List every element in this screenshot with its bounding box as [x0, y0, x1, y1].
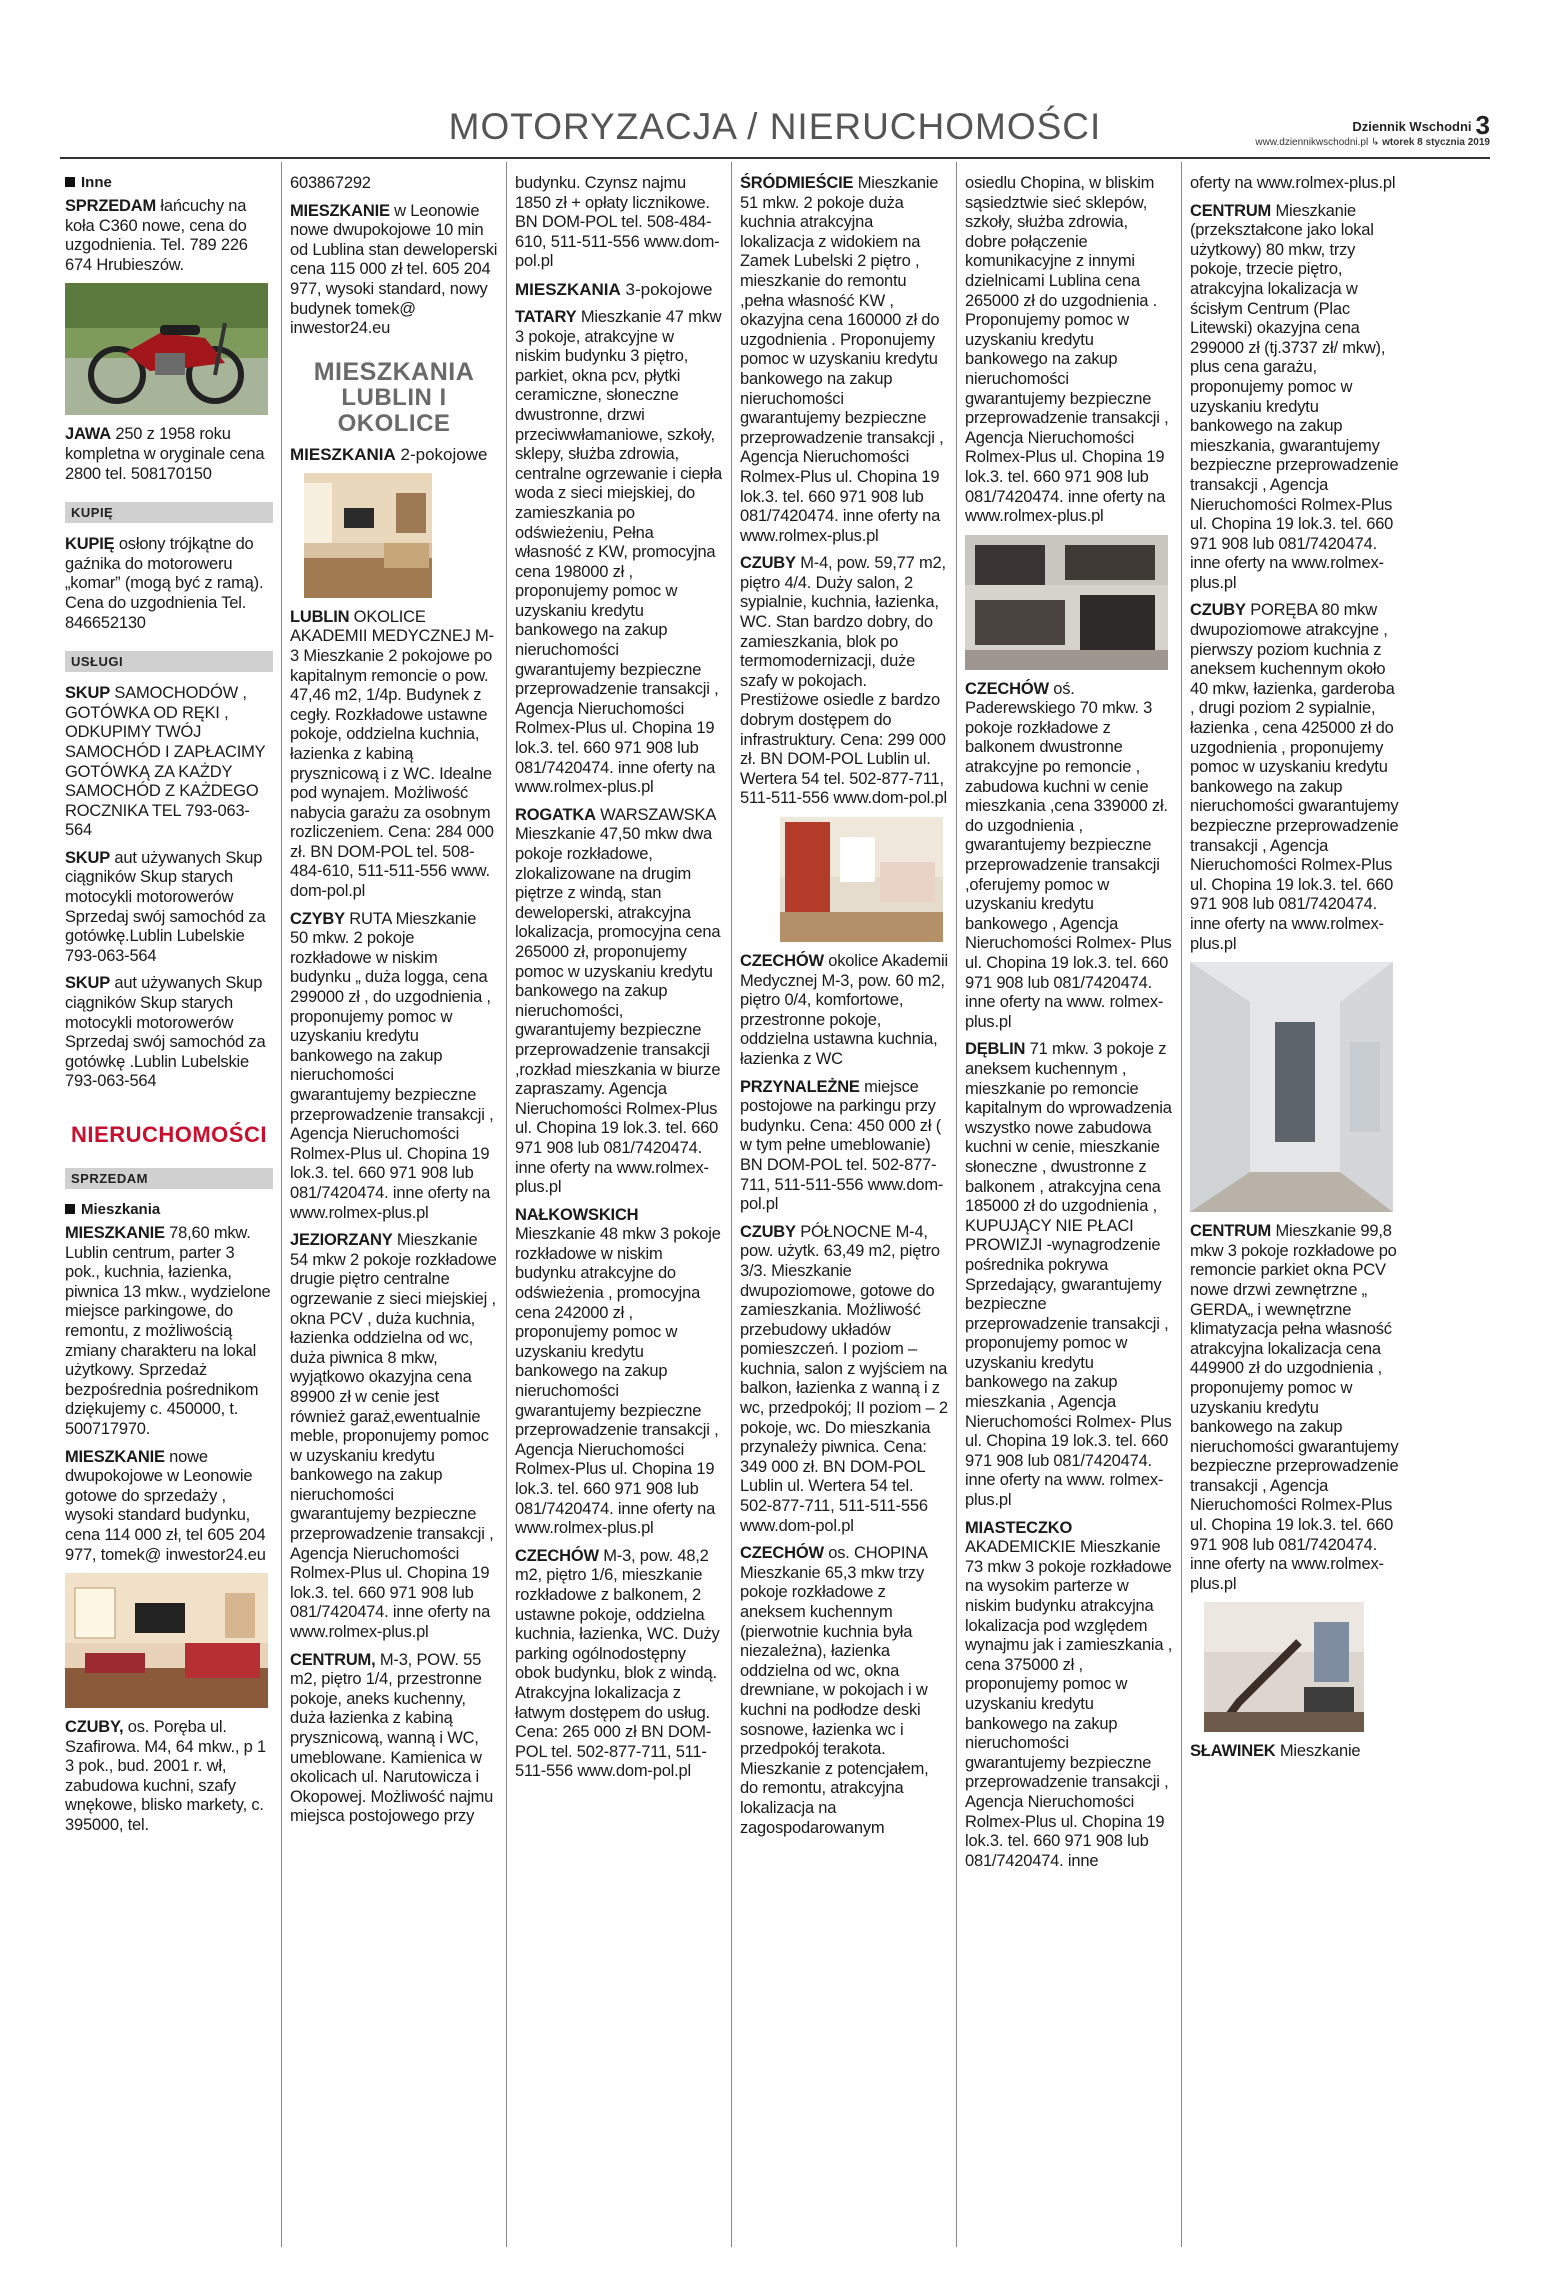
- classified-ad: 603867292: [290, 174, 371, 192]
- classified-ad: CENTRUM Mieszkanie 99,8 mkw 3 pokoje rozkładowe po remoncie parkiet okna PCV nowe drzwi zewnętrzne „ GERDA„ i wewnętrzne klimatyzacja pełna własność atrakcyjna lokalizacja cena 449900 zł do uzgodnienia , proponujemy pomoc w uzyskaniu kredytu bankowego na zakup nieruchomości gwarantujemy bezpieczne przeprowadzenie transakcji , Agencja Nieruchomości Rolmex-Plus ul. Chopina 19 lok.3. tel. 660 971 908 lub 081/7420474. inne oferty na www.rolmex-plus.pl: [1190, 1222, 1399, 1593]
- room-photo: [304, 473, 498, 598]
- ad-columns: [57, 162, 1491, 2247]
- motorcycle-photo: [65, 283, 273, 415]
- section-bar-sprzedam: SPRZEDAM: [65, 1168, 273, 1189]
- classified-ad: NAŁKOWSKICH Mieszkanie 48 mkw 3 pokoje rozkładowe w niskim budynku atrakcyjne do odświeżenia , promocyjna cena 242000 zł , proponujemy pomoc w uzyskaniu kredytu bankowego na zakup nieruchomości gwarantujemy bezpieczne przeprowadzenie transakcji , Agencja Nieruchomości Rolmex-Plus ul. Chopina 19 lok.3. tel. 660 971 908 lub 081/7420474. inne oferty na www.rolmex-plus.pl: [515, 1205, 721, 1538]
- classified-ad: SKUP aut używanych Skup ciągników Skup starych motocykli motorowerów Sprzedaj swój samochód za gotówkę.Lublin Lubelskie 793-063-564: [65, 848, 266, 965]
- classified-ad: MIASTECZKO AKADEMICKIE Mieszkanie 73 mkw 3 pokoje rozkładowe na wysokim parterze w niskim budynku atrakcyjna lokalizacja pod względem wynajmu jak i zamieszkania , cena 375000 zł , proponujemy pomoc w uzyskaniu kredytu bankowego na zakup nieruchomości gwarantujemy bezpieczne przeprowadzenie transakcji , Agencja Nieruchomości Rolmex-Plus ul. Chopina 19 lok.3. tel. 660 971 908 lub 081/7420474. inne: [965, 1518, 1173, 1870]
- section-bar-kupie: KUPIĘ: [65, 502, 273, 523]
- group-heading: MIESZKANIA LUBLIN I OKOLICE: [313, 357, 475, 437]
- classified-ad: ŚRÓDMIEŚCIE Mieszkanie 51 mkw. 2 pokoje duża kuchnia atrakcyjna lokalizacja z widokiem na Zamek Lubelski 2 piętro , mieszkanie do remontu ,pełna własność KW , okazyjna cena 160000 zł do uzgodnienia . Proponujemy pomoc w uzyskaniu kredytu bankowego na zakup nieruchomości gwarantujemy bezpieczne przeprowadzenie transakcji , Agencja Nieruchomości Rolmex-Plus ul. Chopina 19 lok.3. tel. 660 971 908 lub 081/7420474. inne oferty na www.rolmex-plus.pl: [740, 174, 944, 545]
- classified-ad: SŁAWINEK Mieszkanie: [1190, 1742, 1361, 1761]
- classified-ad: JEZIORZANY Mieszkanie 54 mkw 2 pokoje rozkładowe drugie piętro centralne ogrzewanie z sieci miejskiej , okna PCV , duża kuchnia, łazienka oddzielna od wc, duża piwnica 8 mkw, wyjątkowo okazyjna cena 89900 zł w cenie jest również garaż,ewentualnie meble, proponujemy pomoc w uzyskaniu kredytu bankowego na zakup nieruchomości gwarantujemy bezpieczne przeprowadzenie transakcji , Agencja Nieruchomości Rolmex-Plus ul. Chopina 19 lok.3. tel. 660 971 908 lub 081/7420474. inne oferty na www.rolmex-plus.pl: [290, 1231, 497, 1642]
- classified-ad: CZECHÓW okolice Akademii Medycznej M-3, pow. 60 m2, piętro 0/4, komfortowe, przestronne pokoje, oddzielna ustawna kuchnia, łazienka z WC: [740, 952, 948, 1068]
- category-inne: Inne: [65, 174, 273, 191]
- website-link[interactable]: www.dziennikwschodni.pl: [1255, 137, 1369, 148]
- classified-ad: MIESZKANIE 78,60 mkw. Lublin centrum, parter 3 pok., kuchnia, łazienka, piwnica 13 mkw., wydzielone miejsce parkingowe, do remontu, z możliwością zmiany charakteru na lokal użytkowy. Sprzedaż bezpośrednia pośrednikom dziękujemy c. 450000, t. 500717970.: [65, 1224, 271, 1438]
- classified-ad: CZECHÓW os. CHOPINA Mieszkanie 65,3 mkw trzy pokoje rozkładowe z aneksem kuchennym (pierwotnie kuchnia była niezależna), łazienka oddzielna od wc, okna drewniane, w pokojach i w kuchni na podłodze deski sosnowe, łazienka wc i przedpokój terakota. Mieszkanie z potencjałem, do remontu, atrakcyjna lokalizacja na zagospodarowanym: [740, 1544, 929, 1837]
- classified-ad: JAWA 250 z 1958 roku kompletna w oryginale cena 2800 tel. 508170150: [65, 425, 265, 483]
- classified-ad: CZUBY PÓŁNOCNE M-4, pow. użytk. 63,49 m2, piętro 3/3. Mieszkanie dwupoziomowe, gotowe do zamieszkania. Możliwość przebudowy układów pomieszczeń. I poziom – kuchnia, salon z wyjściem na balkon, łazienka z wanną i z wc, przedpokój; II poziom – 2 pokoje, wc. Do mieszkania przynależy piwnica. Cena: 349 000 zł. BN DOM-POL Lublin ul. Wertera 54 tel. 502-877-711, 511-511-556 www.dom-pol.pl: [740, 1222, 948, 1535]
- classified-ad: MIESZKANIE nowe dwupokojowe w Leonowie gotowe do sprzedaży , wysoki standard budynku, cena 114 000 zł, tel 605 204 977, tomek@ inwestor24.eu: [65, 1447, 266, 1564]
- classified-ad: CZECHÓW oś. Paderewskiego 70 mkw. 3 pokoje rozkładowe z balkonem dwustronne atrakcyjne po remoncie , zabudowa kuchni w cenie mieszkania ,cena 339000 zł. do uzgodnienia , gwarantujemy bezpieczne przeprowadzenie transakcji ,oferujemy pomoc w uzyskaniu kredytu bankowego , Agencja Nieruchomości Rolmex- Plus ul. Chopina 19 lok.3. tel. 660 971 908 lub 081/7420474. inne oferty na www. rolmex-plus.pl: [965, 679, 1172, 1031]
- classified-ad: MIESZKANIE w Leonowie nowe dwupokojowe 10 min od Lublina stan deweloperski cena 115 000 zł tel. 605 204 977, wysoki standard, nowy budynek tomek@ inwestor24.eu: [290, 201, 498, 338]
- subsection-heading: MIESZKANIA 3-pokojowe: [515, 279, 713, 299]
- stairs-photo: [1204, 1602, 1399, 1732]
- column-4: [732, 162, 957, 2247]
- classified-ad: ROGATKA WARSZAWSKA Mieszkanie 47,50 mkw dwa pokoje rozkładowe, zlokalizowane na drugim piętrze z windą, stan deweloperski, atrakcyjna lokalizacja, promocyjna cena 265000 zł, proponujemy pomoc w uzyskaniu kredytu bankowego na zakup nieruchomości, gwarantujemy bezpieczne przeprowadzenie transakcji ,rozkład mieszkania w biurze zapraszamy. Agencja Nieruchomości Rolmex-Plus ul. Chopina 19 lok.3. tel. 660 971 908 lub 081/7420474. inne oferty na www.rolmex-plus.pl: [515, 805, 721, 1197]
- column-5: [957, 162, 1182, 2247]
- square-bullet-icon: [65, 1204, 75, 1214]
- column-1: [57, 162, 282, 2247]
- brand-block: [1255, 110, 1490, 148]
- living-room-photo: [65, 1573, 273, 1708]
- section-title: MOTORYZACJA / NIERUCHOMOŚCI: [448, 106, 1102, 147]
- classified-ad: CZECHÓW M-3, pow. 48,2 m2, piętro 1/6, mieszkanie rozkładowe z balkonem, 2 ustawne pokoje, oddzielna kuchnia, łazienka, WC. Duży parking ogólnodostępny obok budynku, blok z windą. Atrakcyjna lokalizacja z łatwym dostępem do usług. Cena: 265 000 zł BN DOM-POL tel. 502-877-711, 511-511-556 www.dom-pol.pl: [515, 1546, 720, 1781]
- brand-subline: [1255, 137, 1490, 148]
- classified-ad: SKUP SAMOCHODÓW , GOTÓWKA OD RĘKI , ODKUPIMY TWÓJ SAMOCHÓD I ZAPŁACIMY GOTÓWKĄ ZA KAŻDY SAMOCHÓD Z KAŻDEGO ROCZNIKA TEL 793-063-564: [65, 684, 266, 840]
- column-3: [507, 162, 732, 2247]
- classified-ad: SKUP aut używanych Skup ciągników Skup starych motocykli motorowerów Sprzedaj swój samochód za gotówkę .Lublin Lubelskie 793-063-564: [65, 974, 266, 1091]
- separator-arrow-icon: ↳: [1368, 137, 1383, 148]
- classified-ad: CZYBY RUTA Mieszkanie 50 mkw. 2 pokoje rozkładowe w niskim budynku „ duża logga, cena 299000 zł , do uzgodnienia , proponujemy pomoc w uzyskaniu kredytu bankowego na zakup nieruchomości gwarantujemy bezpieczne przeprowadzenie transakcji , Agencja Nieruchomości Rolmex-Plus ul. Chopina 19 lok.3. tel. 660 971 908 lub 081/7420474. inne oferty na www.rolmex-plus.pl: [290, 909, 494, 1222]
- page-header: [60, 100, 1490, 155]
- subsection-heading: MIESZKANIA 2-pokojowe: [290, 444, 488, 464]
- interior-photo: [780, 817, 948, 942]
- classified-ad: budynku. Czynsz najmu 1850 zł + opłaty licznikowe. BN DOM-POL tel. 508-484-610, 511-511-556 www.dom-pol.pl: [515, 174, 720, 271]
- page-number: 3: [1475, 110, 1490, 140]
- section-heading-nieruchomosci: NIERUCHOMOŚCI: [71, 1122, 267, 1147]
- classified-ad: CENTRUM, M-3, POW. 55 m2, piętro 1/4, przestronne pokoje, aneks kuchenny, duża łazienka z kabiną prysznicową, wanną i WC, umeblowane. Kamienica w okolicach ul. Narutowicza i Okopowej. Możliwość najmu miejsca postojowego przy: [290, 1650, 494, 1826]
- hallway-photo: [1190, 962, 1399, 1212]
- classified-ad: osiedlu Chopina, w bliskim sąsiedztwie sieć sklepów, szkoły, służba zdrowia, dobre połączenie komunikacyjne z innymi dzielnicami Lublina cena 265000 zł do uzgodnienia . Proponujemy pomoc w uzyskaniu kredytu bankowego na zakup nieruchomości gwarantujemy bezpieczne przeprowadzenie transakcji , Agencja Nieruchomości Rolmex-Plus ul. Chopina 19 lok.3. tel. 660 971 908 lub 081/7420474. inne oferty na www.rolmex-plus.pl: [965, 174, 1169, 526]
- section-bar-uslugi: USŁUGI: [65, 651, 273, 672]
- issue-date: wtorek 8 stycznia 2019: [1382, 137, 1490, 148]
- brand-name: Dziennik Wschodni: [1352, 119, 1472, 134]
- classified-ad: SPRZEDAM łańcuchy na koła C360 nowe, cena do uzgodnienia. Tel. 789 226 674 Hrubieszów.: [65, 197, 248, 274]
- classified-ad: KUPIĘ osłony trójkątne do gaźnika do motoroweru „komar” (mogą być z ramą). Cena do uzgodnienia Tel. 846652130: [65, 535, 264, 632]
- category-mieszkania: Mieszkania: [65, 1201, 273, 1218]
- column-6: [1182, 162, 1407, 2247]
- classified-ad: CZUBY PORĘBA 80 mkw dwupoziomowe atrakcyjne , pierwszy poziom kuchnia z aneksem kuchennym około 40 mkw, łazienka, garderoba , drugi poziom 2 sypialnie, łazienka , cena 425000 zł do uzgodnienia , proponujemy pomoc w uzyskaniu kredytu bankowego na zakup nieruchomości gwarantujemy bezpieczne przeprowadzenie transakcji , Agencja Nieruchomości Rolmex-Plus ul. Chopina 19 lok.3. tel. 660 971 908 lub 081/7420474. inne oferty na www.rolmex-plus.pl: [1190, 601, 1399, 953]
- header-rule: [60, 157, 1490, 159]
- classified-ad: CZUBY, os. Poręba ul. Szafirowa. M4, 64 mkw., p 1 3 pok., bud. 2001 r. wł, zabudowa kuchni, szafy wnękowe, blisko markety, c. 395000, tel.: [65, 1718, 266, 1835]
- kitchen-photo: [965, 535, 1173, 670]
- classified-ad: CENTRUM Mieszkanie (przekształcone jako lokal użytkowy) 80 mkw, trzy pokoje, trzecie piętro, atrakcyjna lokalizacja w ścisłym Centrum (Plac Litewski) okazyjna cena 299000 zł (tj.3737 zł/ mkw), plus cena garażu, proponujemy pomoc w uzyskaniu kredytu bankowego na zakup mieszkania, gwarantujemy bezpieczne przeprowadzenie transakcji , Agencja Nieruchomości Rolmex-Plus ul. Chopina 19 lok.3. tel. 660 971 908 lub 081/7420474. inne oferty na www.rolmex-plus.pl: [1190, 201, 1399, 592]
- classified-ad: LUBLIN OKOLICE AKADEMII MEDYCZNEJ M-3 Mieszkanie 2 pokojowe po kapitalnym remoncie o pow. 47,46 m2, 1/4p. Budynek z cegły. Rozkładowe ustawne pokoje, oddzielna kuchnia, łazienka z kabiną prysznicową i z WC. Idealne pod wynajem. Możliwość nabycia garażu za osobnym rozliczeniem. Cena: 284 000 zł. BN DOM-POL tel. 508-484-610, 511-511-556 www. dom-pol.pl: [290, 607, 494, 901]
- classified-ad: DĘBLIN 71 mkw. 3 pokoje z aneksem kuchennym , mieszkanie po remoncie kapitalnym do wprowadzenia wszystko nowe zabudowa kuchni w cenie, mieszkanie słoneczne , dwustronne z balkonem , atrakcyjna cena 185000 zł do uzgodnienia , KUPUJĄCY NIE PŁACI PROWIZJI -wynagrodzenie pośrednika pokrywa Sprzedający, gwarantujemy bezpieczne przeprowadzenie transakcji , proponujemy pomoc w uzyskaniu kredytu bankowego na zakup mieszkania , Agencja Nieruchomości Rolmex- Plus ul. Chopina 19 lok.3. tel. 660 971 908 lub 081/7420474. inne oferty na www. rolmex-plus.pl: [965, 1040, 1172, 1510]
- classified-ad: CZUBY M-4, pow. 59,77 m2, piętro 4/4. Duży salon, 2 sypialnie, kuchnia, łazienka, WC. Stan bardzo dobry, do zamieszkania, blok po termomodernizacji, duże szafy w pokojach. Prestiżowe osiedle z bardzo dobrym dostępem do infrastruktury. Cena: 299 000 zł. BN DOM-POL Lublin ul. Wertera 54 tel. 502-877-711, 511-511-556 www.dom-pol.pl: [740, 554, 947, 808]
- classified-ad: PRZYNALEŻNE miejsce postojowe na parkingu przy budynku. Cena: 450 000 zł ( w tym pełne umeblowanie) BN DOM-POL tel. 502-877-711, 511-511-556 www.dom-pol.pl: [740, 1077, 944, 1214]
- column-2: [282, 162, 507, 2247]
- classified-ad: oferty na www.rolmex-plus.pl: [1190, 174, 1396, 192]
- square-bullet-icon: [65, 177, 75, 187]
- classified-ad: TATARY Mieszkanie 47 mkw 3 pokoje, atrakcyjne w niskim budynku 3 piętro, parkiet, okna pcv, płytki ceramiczne, słoneczne dwustronne, drzwi przeciwwłamaniowe, szkoły, sklepy, służba zdrowia, centralne ogrzewanie i ciepła woda z sieci miejskiej, do zamieszkania po odświeżeniu, Pełna własność z KW, promocyjna cena 198000 zł , proponujemy pomoc w uzyskaniu kredytu bankowego na zakup nieruchomości gwarantujemy bezpieczne przeprowadzenie transakcji , Agencja Nieruchomości Rolmex-Plus ul. Chopina 19 lok.3. tel. 660 971 908 lub 081/7420474. inne oferty na www.rolmex-plus.pl: [515, 307, 722, 797]
